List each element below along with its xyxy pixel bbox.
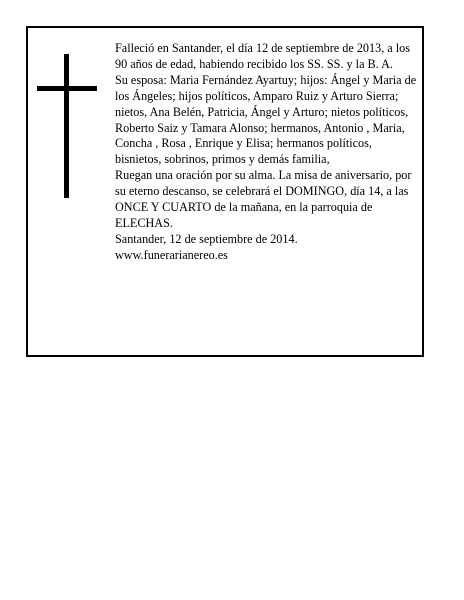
family-list: Su esposa: Maria Fernández Ayartuy; hijos: Ángel y Maria de los Ángeles; hijos políticos, Amparo Ruiz y Arturo Sierra; nietos, Ana Belén, Patricia, Ángel y Arturo; nietos políticos, Roberto Saiz y Tamara Alonso; hermanos, Antonio , Maria, Concha , Rosa , Enrique y Elisa; hermanos políticos, bisnietos, sobrinos, primos y demás familia, [115, 72, 417, 167]
place-and-date: Santander, 12 de septiembre de 2014. [115, 231, 298, 246]
funeral-home-website: www.funerarianereo.es [115, 247, 228, 262]
mass-announcement: Ruegan una oración por su alma. La misa de aniversario, por su eterno descanso, se celebrará el DOMINGO, día 14, a las ONCE Y CUARTO de la mañana, en la parroquia de ELECHAS. [115, 168, 412, 230]
death-announcement: Falleció en Santander, el día 12 de septiembre de 2013, a los 90 años de edad, habiendo recibido los SS. SS. y la B. A. [115, 41, 410, 71]
cross-vertical-bar [64, 54, 69, 198]
cross-horizontal-bar [37, 86, 97, 91]
cross-icon [37, 54, 97, 198]
obituary-text [115, 41, 419, 264]
obituary-notice [26, 26, 424, 357]
